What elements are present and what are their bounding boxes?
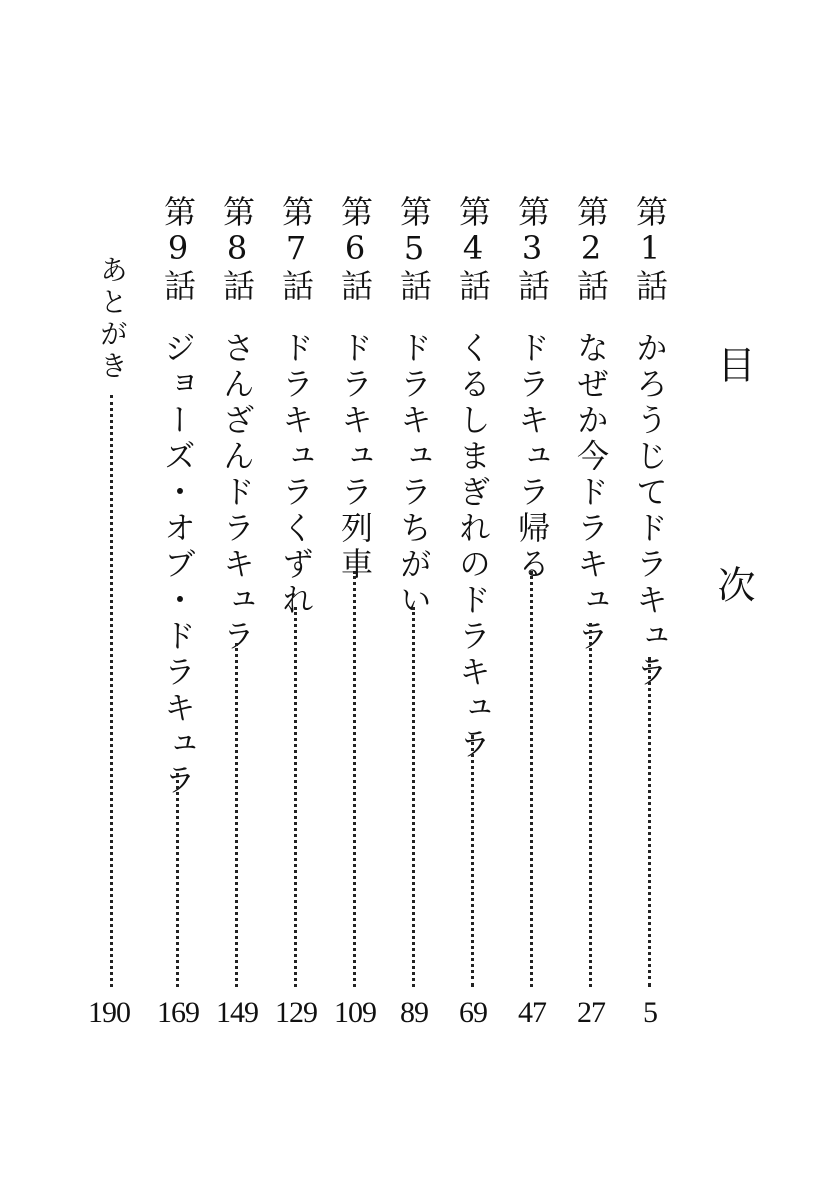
chapter-label: 第1話 (631, 195, 669, 303)
toc-entry-5[interactable] (392, 195, 436, 1035)
dotted-leader (110, 395, 113, 987)
dotted-leader (648, 657, 651, 987)
dotted-leader (530, 571, 533, 987)
page-number-2: 27 (577, 996, 605, 1029)
chapter-label: 第4話 (454, 195, 492, 303)
dotted-leader (353, 571, 356, 987)
toc-entry-7[interactable] (274, 195, 318, 1035)
page-number-6: 109 (334, 996, 376, 1029)
chapter-title: ドラキュラくずれ (277, 331, 315, 619)
afterword-title: あとがき (96, 255, 129, 383)
dotted-leader (589, 623, 592, 987)
page-number-9: 169 (157, 996, 199, 1029)
toc-entry-4[interactable] (451, 195, 495, 1035)
page-number-3: 47 (518, 996, 546, 1029)
chapter-title: ジョーズ・オブ・ドラキュラ (159, 331, 197, 799)
toc-entry-2[interactable] (569, 195, 613, 1035)
chapter-title: ドラキュラ列車 (336, 331, 374, 583)
dotted-leader (471, 735, 474, 987)
chapter-title: さんざんドラキュラ (218, 331, 256, 655)
toc-entry-1[interactable] (628, 195, 672, 1035)
chapter-label: 第3話 (513, 195, 551, 303)
chapter-title: ドラキュラちがい (395, 331, 433, 619)
chapter-label: 第6話 (336, 195, 374, 303)
page-number-4: 69 (459, 996, 487, 1029)
page-number-7: 129 (275, 996, 317, 1029)
chapter-label: 第7話 (277, 195, 315, 303)
chapter-label: 第5話 (395, 195, 433, 303)
page-number-afterword: 190 (88, 996, 130, 1029)
chapter-title: なぜか今ドラキュラ (572, 331, 610, 655)
page-title: 目 次 (711, 345, 755, 675)
chapter-label: 第8話 (218, 195, 256, 303)
toc-entry-9[interactable] (156, 195, 200, 1035)
dotted-leader (235, 643, 238, 987)
chapter-label: 第9話 (159, 195, 197, 303)
page-number-8: 149 (216, 996, 258, 1029)
page-number-1: 5 (643, 996, 657, 1029)
chapter-label: 第2話 (572, 195, 610, 303)
chapter-title: くるしまぎれのドラキュラ (454, 331, 492, 763)
dotted-leader (412, 607, 415, 987)
toc-entry-6[interactable] (333, 195, 377, 1035)
toc-entry-3[interactable] (510, 195, 554, 1035)
chapter-title: ドラキュラ帰る (513, 331, 551, 583)
dotted-leader (176, 773, 179, 987)
page-number-5: 89 (400, 996, 428, 1029)
chapter-title: かろうじてドラキュラ (631, 331, 669, 691)
toc-entry-8[interactable] (215, 195, 259, 1035)
dotted-leader (294, 607, 297, 987)
